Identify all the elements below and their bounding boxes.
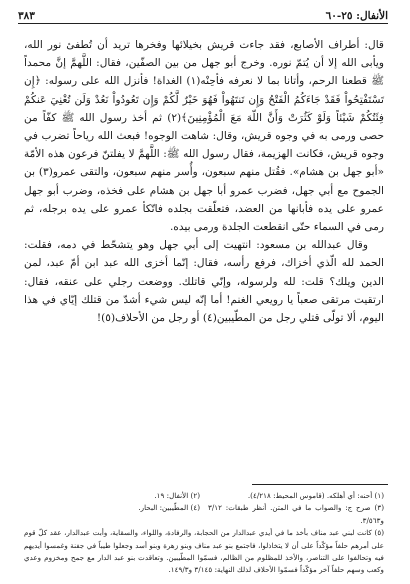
footnote-3: (٣) صرح ج: والصواب ما في المتن. أنظر طبقات: ٣/١٢ و٣/٥٦٣. <box>208 503 384 525</box>
footnote-4: (٤) المطّيبين: البحار. <box>138 503 200 513</box>
main-text <box>24 36 384 327</box>
header-rule <box>18 23 388 24</box>
page-number: ٣٨٣ <box>18 10 35 22</box>
chapter-reference: الأنفال: ٢٥-٦٠ <box>325 10 388 22</box>
paragraph: قال: أطراف الأصابع، فقد جاءت قريش بخيلائها وفخرها تريد أن تُطفئ نور الله، ويأبى الله إلا أن يُتمّ نوره. وخرج أبو جهل من بين الصفّين، فقال: اللَّهمَّ إنَّ محمداً ﷺ قطعنا الرحم، وأتانا بما لا نعرفه فأحِنْه(١) الغداة! فأنزل الله على رسوله: ﴿إِن تَسْتَفْتِحُواْ فَقَدْ جَاءَكُمُ الْفَتْحُ وَإِن تَنتَهُواْ فَهُوَ خَيْرٌ لَّكُمْ وَإِن تَعُودُواْ نَعُدْ وَلَن تُغْنِيَ عَنكُمْ فِئَتُكُمْ شَيْئاً وَلَوْ كَثُرَتْ وَأَنَّ اللّهَ مَعَ الْمُؤْمِنِينَ﴾(٢) ثم أخذ رسول الله ﷺ كفّاً من حصى ورمى به في وجوه قريش، وقال: شاهت الوجوه! فبعث الله رياحاً تضرب في وجوه قريش، فكانت الهزيمة، فقال رسول الله ﷺ: اللَّهمَّ لا يفلتنّ فرعون هذه الأمّة «أبو جهل بن هشام». فقُتل منهم سبعون، وأُسر منهم سبعون، والتقى عمرو(٣) بن الجموح مع أبي جهل، فضرب عمرو أبا جهل بن هشام على فخذه، وضرب أبو جهل عمرو على يده فأبانها من العضد، فتعلّقت بجلده فاتّكأ عمرو على يده برجله، ثم رمى في السماء حتّى انقطعت الجلدة ورمى بيده. <box>24 39 385 234</box>
running-header <box>18 6 388 22</box>
footnotes <box>24 490 384 577</box>
footnote-5: (٥) كانت لبني عبد مناف بأخذ ما في أيدي عبدالدار من الحجابة، والرفادة، واللواء، والسقاية، وأبت عبدالدار، عقد كلّ قوم على أمرهم حلفاً مؤكّداً على أن لا يتخاذلوا، فاجتمع بنو عبد مناف وبنو زهرة وبنو أسد وجعلوا طيباً في جفنة وغمسوا أيديهم فيه وتحالفوا على التناصر، والأخذ للمظلوم من الظالم، فسمّوا المطّيبين. وتعاقدت بنو عبد الدار مع جمح ومخزوم وعدي وكعب وسهم حلفاً آخر مؤكّداً فسمّوا الأحلاف لذلك النهاية: ٣/١٤٥ و١٤٩/٣. <box>24 528 384 575</box>
footnote-rule <box>252 484 388 485</box>
footnote-2: (٢) الأنفال: ١٩. <box>154 491 200 500</box>
paragraph: وقال عبدالله بن مسعود: انتهيت إلى أبي جهل وهو يتشحّط في دمه، فقلت: الحمد لله الّذي أخزاك، فرفع رأسه، فقال: إنّما أخزى الله عبد ابن أمّ عبد، لمن الدين ويلك؟ قلت: لله ولرسوله، وإنّي قاتلك. ووضعت رجلي على عنقه، فقال: ارتقيت مرتقى صعباً يا رويعي الغنم! أما إنّه ليس شيء أشدّ من قتلك إيّاي في هذا اليوم، ألا تولّى قتلي رجل من المطّيبين(٤) أو رجل من الأحلاف(٥)! <box>24 239 384 325</box>
footnote-1: (١) أحنه: أي أهلكه. (قاموس المحيط: ٤/٢١٨). <box>247 491 384 500</box>
